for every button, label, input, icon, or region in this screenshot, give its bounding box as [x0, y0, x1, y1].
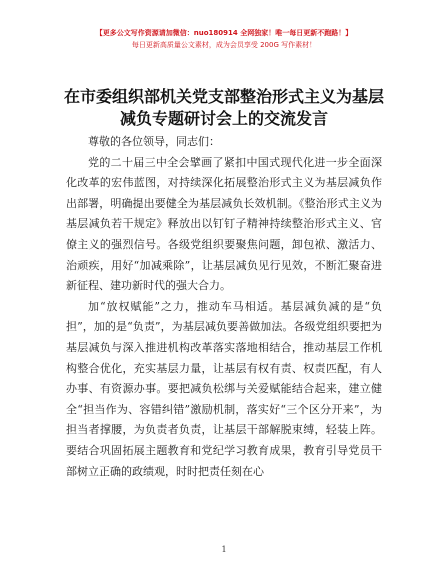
document-title-line-1: 在市委组织部机关党支部整治形式主义为基层 — [63, 87, 384, 106]
document-title-line-2: 减负专题研讨会上的交流发言 — [119, 109, 328, 128]
promo-line-secondary: 每日更新高质量公文素材，成为会员享受 200G 写作素材！ — [131, 41, 317, 49]
body-paragraph-2: 加“放权赋能”之力，推动车马相适。基层减负减的是“负担”，加的是“负责”，为基层减负要善做加法。各级党组织要把为基层减负与深入推进机构改革落实落地相结合，推动基层工作机构整合优化，充实基层力量，让基层有权有责、权责匹配，有人办事、有资源办事。要把减负松绑与关爱赋能结合起来，建立健全“担当作为、容错纠错”激励机制，落实好“三个区分开来”，为担当者撑腰，为负责者负责，让基层干部解脱束缚，轻装上阵。要结合巩固拓展主题教育和党纪学习教育成果，教育引导党员干部树立正确的政绩观，时时把责任刻在心 — [66, 299, 382, 478]
page-number: 1 — [221, 545, 227, 554]
document-body — [66, 132, 382, 482]
salutation: 尊敬的各位领导，同志们： — [88, 135, 220, 148]
body-paragraph-1: 党的二十届三中全会擘画了紧扣中国式现代化进一步全面深化改革的宏伟蓝图，对持续深化拓展整治形式主义为基层减负作出部署，明确提出要健全为基层减负长效机制。《整治形式主义为基层减负若干规定》释放出以钉钉子精神持续整治形式主义、官僚主义的强烈信号。各级党组织要聚焦问题，卸包袱、激活力、治顽疾，用好“加减乘除”，让基层减负见行见效，不断汇聚奋进新征程、建功新时代的强大合力。 — [66, 155, 382, 293]
promo-line-primary: 【更多公文写作资源请加微信：nuo180914 全网独家！唯一每日更新不跑路！】 — [95, 29, 353, 37]
